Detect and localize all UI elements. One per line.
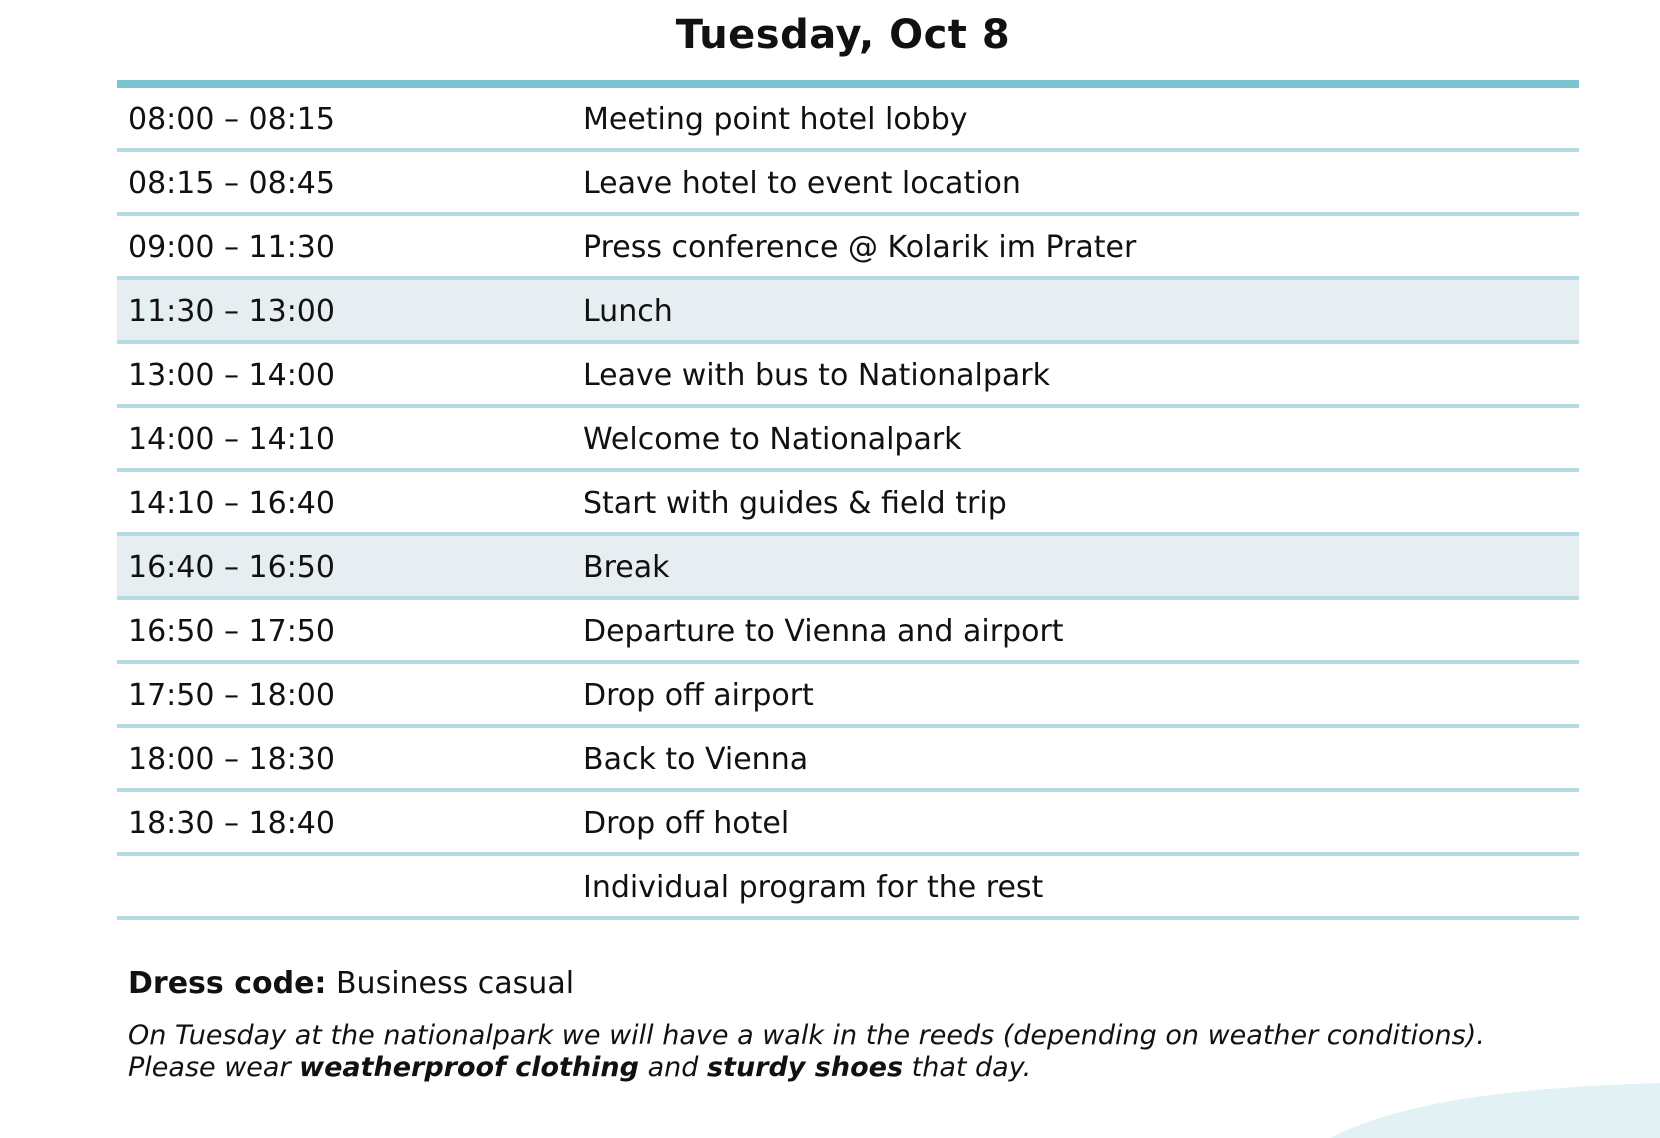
note-emphasis-clothing: weatherproof clothing <box>299 1052 639 1083</box>
schedule-row <box>117 408 1579 472</box>
schedule-time: 16:40 – 16:50 <box>128 550 335 585</box>
schedule-row <box>117 216 1579 280</box>
schedule-row <box>117 856 1579 920</box>
schedule-time: 14:10 – 16:40 <box>128 486 335 521</box>
schedule-activity: Drop off hotel <box>583 806 790 841</box>
weather-note <box>128 1020 1485 1084</box>
note-line-1: On Tuesday at the nationalpark we will have a walk in the reeds (depending on weather conditions). <box>128 1020 1485 1051</box>
schedule-table <box>117 88 1579 920</box>
decorative-wave <box>1330 1078 1660 1138</box>
schedule-time: 17:50 – 18:00 <box>128 678 335 713</box>
note-line-2 <box>128 1052 1485 1084</box>
schedule-time: 18:00 – 18:30 <box>128 742 335 777</box>
schedule-row <box>117 664 1579 728</box>
schedule-activity: Leave hotel to event location <box>583 166 1021 201</box>
schedule-activity: Break <box>583 550 670 585</box>
schedule-activity: Drop off airport <box>583 678 814 713</box>
schedule-row <box>117 728 1579 792</box>
schedule-time: 13:00 – 14:00 <box>128 358 335 393</box>
schedule-activity: Meeting point hotel lobby <box>583 102 968 137</box>
schedule-time: 09:00 – 11:30 <box>128 230 335 265</box>
note-emphasis-shoes: sturdy shoes <box>706 1052 904 1083</box>
schedule-row <box>117 792 1579 856</box>
note-text: and <box>639 1052 707 1083</box>
schedule-activity: Start with guides & field trip <box>583 486 1007 521</box>
schedule-time: 11:30 – 13:00 <box>128 294 335 329</box>
schedule-time: 14:00 – 14:10 <box>128 422 335 457</box>
page-title: Tuesday, Oct 8 <box>675 12 1011 58</box>
dress-code <box>128 966 574 1001</box>
schedule-row <box>117 344 1579 408</box>
schedule-time: 08:15 – 08:45 <box>128 166 335 201</box>
schedule-row <box>117 600 1579 664</box>
schedule-row <box>117 280 1579 344</box>
schedule-activity: Leave with bus to Nationalpark <box>583 358 1050 393</box>
schedule-row <box>117 472 1579 536</box>
note-text: that day. <box>903 1052 1032 1083</box>
schedule-activity: Departure to Vienna and airport <box>583 614 1064 649</box>
dress-code-label: Dress code: <box>128 966 327 1001</box>
schedule-activity: Back to Vienna <box>583 742 809 777</box>
schedule-time: 18:30 – 18:40 <box>128 806 335 841</box>
schedule-activity: Lunch <box>583 294 673 329</box>
schedule-row <box>117 536 1579 600</box>
schedule-row <box>117 88 1579 152</box>
header-accent-bar <box>117 80 1579 88</box>
schedule-time: 16:50 – 17:50 <box>128 614 335 649</box>
dress-code-value: Business casual <box>335 966 575 1001</box>
schedule-activity: Individual program for the rest <box>583 870 1044 905</box>
schedule-time: 08:00 – 08:15 <box>128 102 335 137</box>
note-text: Please wear <box>128 1052 300 1083</box>
schedule-row <box>117 152 1579 216</box>
schedule-activity: Welcome to Nationalpark <box>583 422 962 457</box>
schedule-activity: Press conference @ Kolarik im Prater <box>583 230 1137 265</box>
